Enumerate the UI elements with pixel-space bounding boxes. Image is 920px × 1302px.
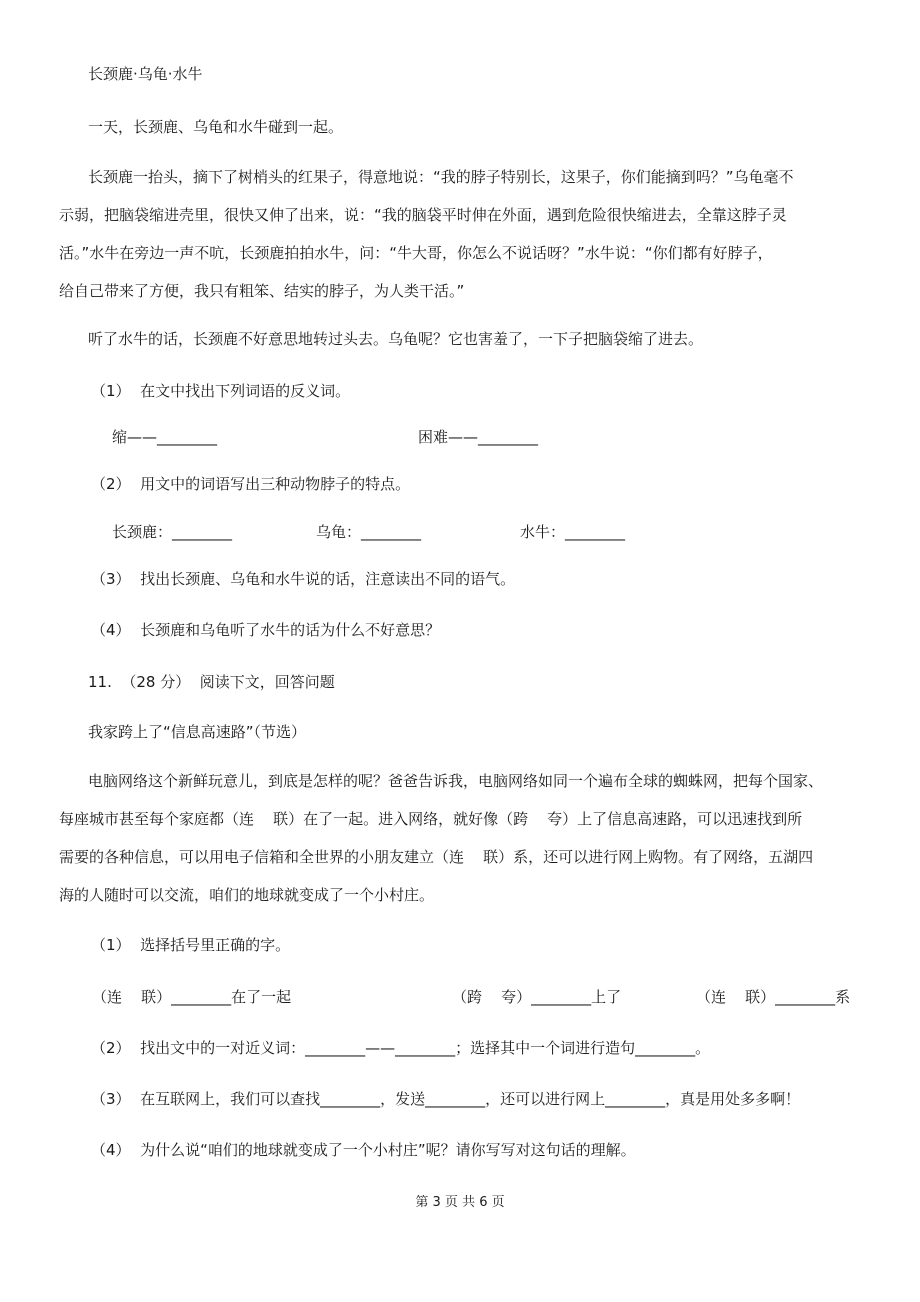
s1-q1-blank-a: 缩——________ [112,428,218,446]
q11-para-line-4: 海的人随时可以交流，咱们的地球就变成了一个小村庄。 [59,886,435,904]
story-para-line-1: 长颈鹿一抬头，摘下了树梢头的红果子，得意地说：“我的脖子特别长，这果子，你们能摘到吗？”乌龟毫不 [88,168,794,186]
q11-question-3: （3） 在互联网上，我们可以查找________，发送________，还可以进行网上________，真是用处多多啊！ [91,1090,801,1108]
q11-q1-blank-a: （连 联）________在了一起 [92,988,292,1006]
story-para-line-4: 给自己带来了方便，我只有粗笨、结实的脖子，为人类干活。” [59,282,465,300]
s1-question-2: （2） 用文中的词语写出三种动物脖子的特点。 [91,475,411,493]
s1-question-1: （1） 在文中找出下列词语的反义词。 [91,382,351,400]
s1-question-3: （3） 找出长颈鹿、乌龟和水牛说的话，注意读出不同的语气。 [91,570,516,588]
q11-question-2: （2） 找出文中的一对近义词：________——________；选择其中一个词进行造句________。 [91,1039,711,1057]
story-para-line-3: 活。”水牛在旁边一声不吭，长颈鹿拍拍水牛，问：“牛大哥，你怎么不说话呀？”水牛说：“你们都有好脖子， [59,244,773,262]
q11-question-4: （4） 为什么说“咱们的地球就变成了一个小村庄”呢？请你写写对这句话的理解。 [91,1141,636,1159]
s1-q2-blank-b: 乌龟：________ [316,523,422,541]
s1-q2-blank-c: 水牛：________ [520,523,626,541]
q11-para-line-2: 每座城市甚至每个家庭都（连 联）在了一起。进入网络，就好像（跨 夸）上了信息高速路，可以迅速找到所 [59,810,803,828]
q11-header: 11. （28 分） 阅读下文，回答问题 [88,673,335,691]
q11-title: 我家跨上了“信息高速路”（节选） [88,723,307,741]
q11-para-line-3: 需要的各种信息，可以用电子信箱和全世界的小朋友建立（连 联）系，还可以进行网上购物。有了网络，五湖四 [59,848,814,866]
story-intro: 一天，长颈鹿、乌龟和水牛碰到一起。 [88,118,344,136]
q11-q1-blank-b: （跨 夸）________上了 [452,988,622,1006]
page-footer: 第 3 页 共 6 页 [415,1195,505,1210]
s1-q1-blank-b: 困难——________ [418,428,539,446]
story-ending: 听了水牛的话，长颈鹿不好意思地转过头去。乌龟呢？它也害羞了，一下子把脑袋缩了进去。 [88,330,704,348]
s1-question-4: （4） 长颈鹿和乌龟听了水牛的话为什么不好意思？ [91,621,441,639]
story-para-line-2: 示弱，把脑袋缩进壳里，很快又伸了出来，说：“我的脑袋平时伸在外面，遇到危险很快缩进去，全靠这脖子灵 [59,206,787,224]
q11-para-line-1: 电脑网络这个新鲜玩意儿，到底是怎样的呢？爸爸告诉我，电脑网络如同一个遍布全球的蜘蛛网，把每个国家、 [88,772,824,790]
s1-q2-blank-a: 长颈鹿：________ [112,523,233,541]
q11-question-1: （1） 选择括号里正确的字。 [91,936,291,954]
story-title: 长颈鹿·乌龟·水牛 [88,65,203,83]
q11-q1-blank-c: （连 联）________系 [696,988,851,1006]
